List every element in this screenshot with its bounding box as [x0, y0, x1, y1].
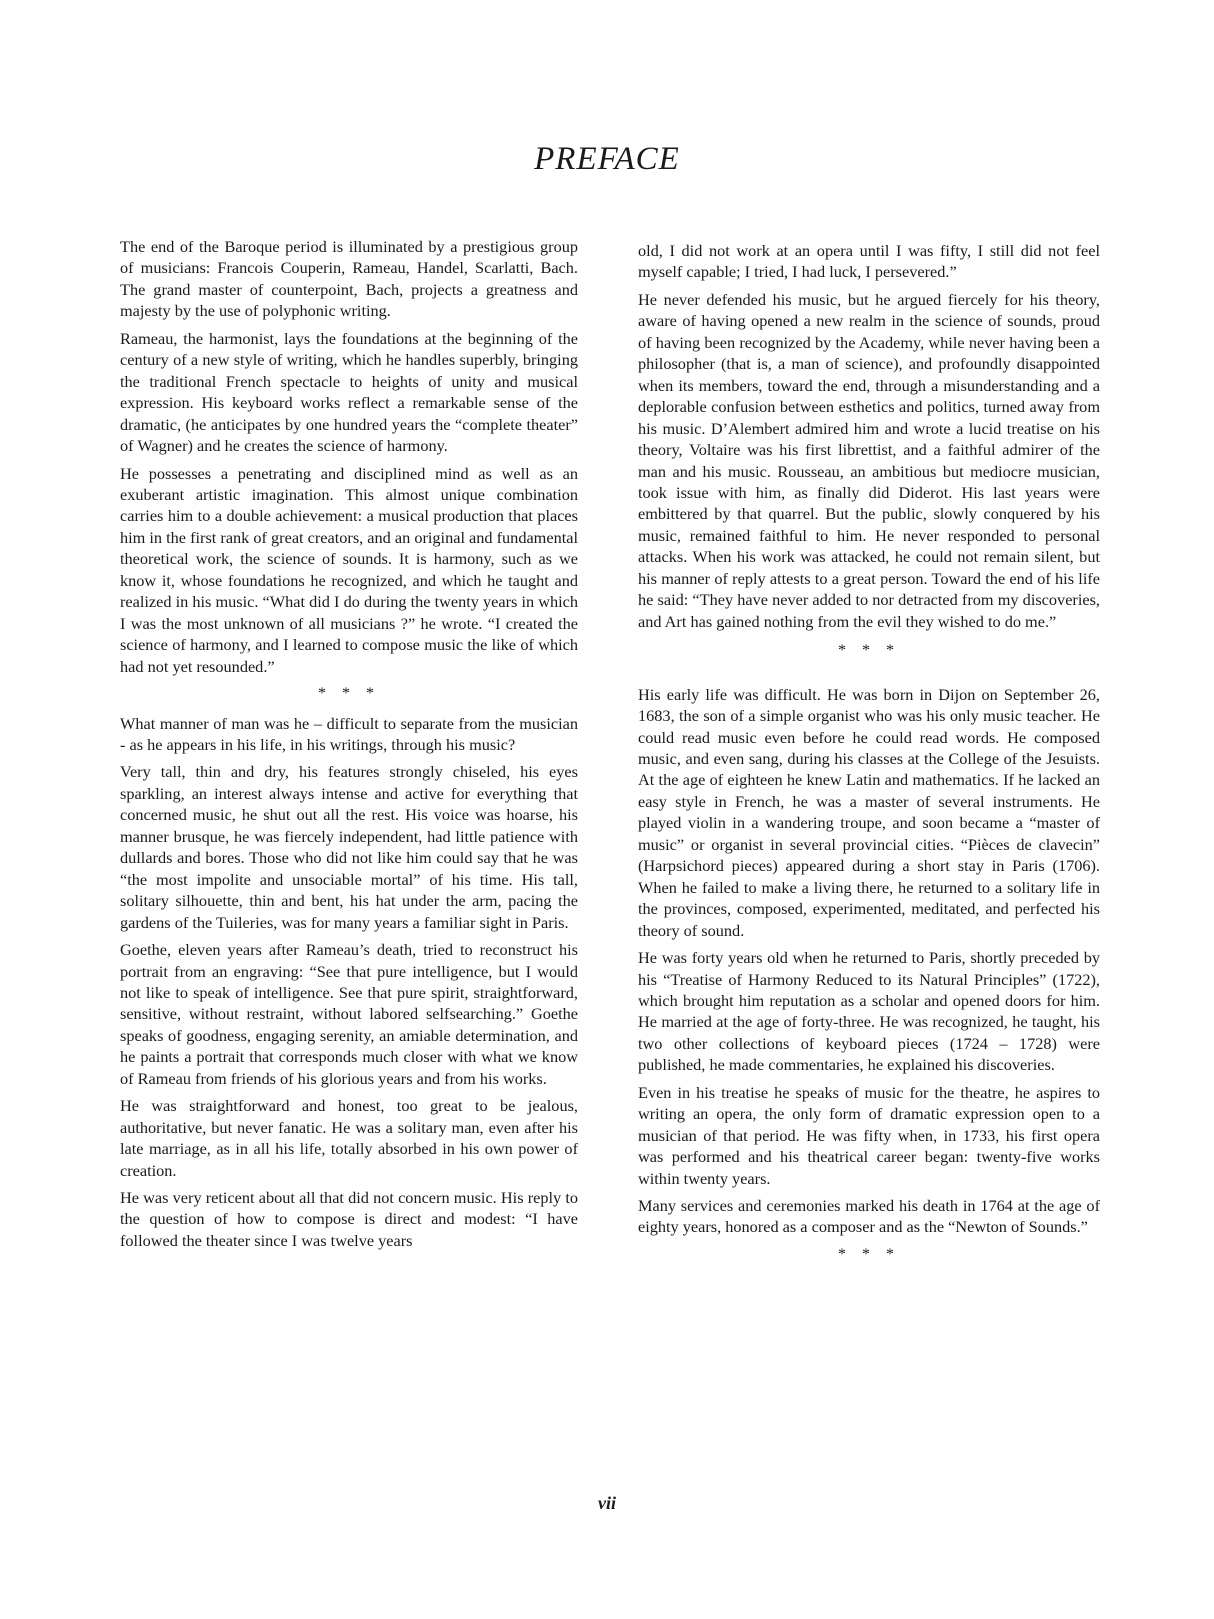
paragraph: What manner of man was he – difficult to separate from the musician - as he appears in his life, in his writings, through his music?	[120, 713, 578, 754]
paragraph: His early life was difficult. He was born in Dijon on September 26, 1683, the son of a simple organist who was his only music teacher. He could read music even before he could read words. He composed music, and even sang, during his classes at the College of the Jesuists. At the age of eighteen he knew Latin and mathematics. If he lacked an easy style in French, he was a master of several instruments. He played violin in a wandering troupe, and soon became a “master of music” or organist in several provincial cities. “Pièces de clavecin” (Harpsichord pieces) appeared during a short stay in Paris (1706). When he failed to make a living there, he returned to a solitary life in the provinces, composed, experimented, meditated, and perfected his theory of sound.	[638, 684, 1100, 940]
section-separator: * * *	[318, 685, 380, 703]
paragraph: He possesses a penetrating and disciplined mind as well as an exuberant artistic imagination. This almost unique combination carries him to a double achievement: a musical production that places him in the first rank of great creators, and an original and fundamental theoretical work, the science of sounds. It is harmony, such as we know it, whose foundations he recognized, and which he taught and realized in his music. “What did I do during the twenty years in which I was the most unknown of all musicians ?” he wrote. “I created the science of harmony, and I learned to compose music the like of which had not yet resounded.”	[120, 463, 578, 676]
section-separator: * * *	[838, 1245, 900, 1263]
paragraph: The end of the Baroque period is illuminated by a prestigious group of musicians: Francois Couperin, Rameau, Handel, Scarlatti, Bach. The grand master of counterpoint, Bach, projects a greatness and majesty by the use of polyphonic writing.	[120, 237, 578, 321]
section-separator: * * *	[838, 642, 900, 660]
paragraph: Many services and ceremonies marked his death in 1764 at the age of eighty years, honored as a composer and as the “Newton of Sounds.”	[638, 1196, 1100, 1237]
right-column	[638, 240, 1100, 1273]
paragraph: Rameau, the harmonist, lays the foundations at the beginning of the century of a new style of writing, which he handles superbly, bringing the traditional French spectacle to heights of unity and musical expression. His keyboard works reflect a remarkable sense of the dramatic, (he anticipates by one hundred years the “complete theater” of Wagner) and he creates the science of harmony.	[120, 328, 578, 456]
page-title: PREFACE	[534, 141, 680, 177]
paragraph: He was straightforward and honest, too great to be jealous, authoritative, but never fanatic. He was a solitary man, even after his late marriage, as in all his life, totally absorbed in his own power of creation.	[120, 1096, 578, 1180]
paragraph: Very tall, thin and dry, his features strongly chiseled, his eyes sparkling, an interest always intense and active for everything that concerned music, he shut out all the rest. His voice was hoarse, his manner brusque, he was fiercely independent, had little patience with dullards and bores. Those who did not like him could say that he was “the most impolite and unsociable mortal” of his time. His tall, solitary silhouette, thin and bent, his hat under the arm, pacing the gardens of the Tuileries, was for many years a familiar sight in Paris.	[120, 762, 578, 932]
page-number: vii	[598, 1493, 616, 1513]
paragraph: Goethe, eleven years after Rameau’s death, tried to reconstruct his portrait from an engraving: “See that pure intelligence, but I would not like to speak of intelligence. See that pure spirit, straightforward, sensitive, without restraint, without labored selfsearching.” Goethe speaks of goodness, engaging serenity, an amiable determination, and he paints a portrait that corresponds much closer with what we know of Rameau from friends of his glorious years and from his works.	[120, 940, 578, 1088]
left-column	[120, 236, 578, 1257]
paragraph: He never defended his music, but he argued fiercely for his theory, aware of having opened a new realm in the science of sounds, proud of having been recognized by the Academy, while never having been a philosopher (that is, a man of science), and profoundly disappointed when its members, toward the end, through a misunderstanding and a deplorable confusion between esthetics and politics, turned away from his music. D’Alembert admired him and wrote a lucid treatise on his theory, Voltaire was his first librettist, and a faithful admirer of the man and his music. Rousseau, an ambitious but mediocre musician, took issue with him, as finally did Diderot. His last years were embittered by that quarrel. But the public, slowly conquered by his music, remained faithful to him. He never responded to personal attacks. When his work was attacked, he could not remain silent, but his manner of reply attests to a great person. Toward the end of his life he said: “They have never added to nor detracted from my discoveries, and Art has gained nothing from the evil they wished to do me.”	[638, 289, 1100, 631]
paragraph: He was very reticent about all that did not concern music. His reply to the question of how to compose is direct and modest: “I have followed the theater since I was twelve years	[120, 1188, 578, 1250]
paragraph: He was forty years old when he returned to Paris, shortly preceded by his “Treatise of Harmony Reduced to its Natural Principles” (1722), which brought him reputation as a scholar and opened doors for him. He married at the age of forty-three. He was recognized, he taught, his two other collections of keyboard pieces (1724 – 1728) were published, he made commentaries, he explained his discoveries.	[638, 948, 1100, 1075]
paragraph: Even in his treatise he speaks of music for the theatre, he aspires to writing an opera, the only form of dramatic expression open to a musician of that period. He was fifty when, in 1733, his first opera was performed and his theatrical career began: twenty-five works within twenty years.	[638, 1082, 1100, 1188]
paragraph: old, I did not work at an opera until I was fifty, I still did not feel myself capable; I tried, I had luck, I persevered.”	[638, 241, 1100, 282]
